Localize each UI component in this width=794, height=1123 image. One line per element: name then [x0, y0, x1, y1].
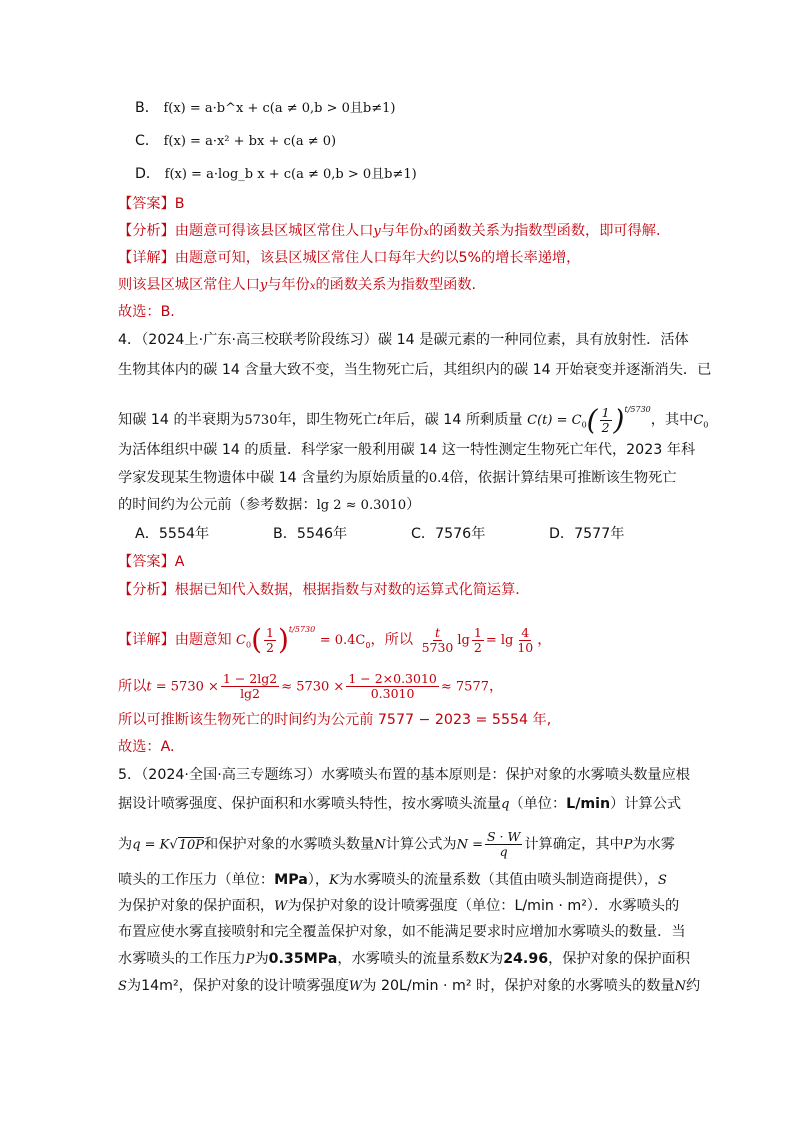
option-d: D． f(x) = a·log_b x + c(a ≠ 0,b > 0且b≠1) [135, 166, 417, 182]
option-b-formula: f(x) = a·b^x + c(a ≠ 0,b > 0且b≠1) [163, 101, 396, 116]
q3-detail-1: 【详解】由题意可知，该县区城区常住人口每年大约以5%的增长率递增， [118, 250, 581, 266]
option-d-formula: f(x) = a·log_b x + c(a ≠ 0,b > 0且b≠1) [164, 167, 417, 182]
q4-para-4: 为活体组织中碳 14 的质量．科学家一般利用碳 14 这一特性测定生物死亡年代，2023 年科 [118, 442, 696, 458]
q4-option-d: D．7577年 [549, 526, 625, 542]
carbon-mass-formula: $C(t) = C_0$( $\frac{1}{2}$ )$^{t/5730}$ [527, 403, 651, 437]
q4-option-b: B．5546年 [273, 526, 348, 542]
q4-para-3: 知碳 14 的半衰期为5730年，即生物死亡t年后，碳 14 所剩质量 $C(t) = C_0$( $\frac{1}{2}$ )$^{t/5730}$，其中$C_0$ [118, 403, 709, 437]
q5-para-2: 据设计喷雾强度、保护面积和水雾喷头特性，按水雾喷头流量q（单位：L/min）计算公式 [118, 796, 682, 812]
q4-para-5: 学家发现某生物遗体中碳 14 含量约为原始质量的0.4倍，依据计算结果可推断该生物死亡 [118, 470, 677, 486]
q5-para-5: 为保护对象的保护面积，W为保护对象的设计喷雾强度（单位：L/min · m²）．水雾喷头的 [118, 898, 680, 914]
q3-analysis: 【分析】由题意可得该县区城区常住人口y与年份x的函数关系为指数型函数，即可得解. [118, 223, 661, 239]
q4-para-2: 生物其体内的碳 14 含量大致不变，当生物死亡后，其组织内的碳 14 开始衰变并逐渐消失．已 [118, 362, 712, 378]
q5-para-3: 为q = K√10P和保护对象的水雾喷头数量N计算公式为N = $\frac{S \cdot W}{q}$ 计算确定，其中P为水雾 [118, 829, 675, 859]
q4-option-c: C．7576年 [411, 526, 486, 542]
q5-para-7: 水雾喷头的工作压力P为0.35MPa，水雾喷头的流量系数K为24.96，保护对象的保护面积 [118, 951, 690, 967]
q3-detail-2: 则该县区城区常住人口y与年份x的函数关系为指数型函数. [118, 277, 477, 293]
q5-para-4: 喷头的工作压力（单位：MPa），K为水雾喷头的流量系数（其值由喷头制造商提供），S [118, 872, 667, 888]
q3-answer: 【答案】B [118, 196, 185, 212]
option-c-formula: f(x) = a·x² + bx + c(a ≠ 0) [163, 134, 337, 149]
q3-select: 故选：B. [118, 304, 175, 320]
option-c: C． f(x) = a·x² + bx + c(a ≠ 0) [135, 133, 337, 149]
q4-detail-2: 所以t = 5730 × $\frac{1 - 2\lg 2}{\lg 2}$ ≈ 5730 × $\frac{1 - 2\times 0.3010}{0.3010}$ ≈ 7577， [118, 671, 504, 701]
q4-select: 故选：A. [118, 739, 175, 755]
q5-para-8: S为14m²，保护对象的设计喷雾强度W为 20L/min · m² 时，保护对象的水雾喷头的数量N约 [118, 978, 701, 994]
q4-analysis: 【分析】根据已知代入数据，根据指数与对数的运算式化简运算. [118, 582, 520, 598]
q4-options [135, 524, 624, 544]
q4-para-6: 的时间约为公元前（参考数据：lg 2 ≈ 0.3010） [118, 497, 421, 513]
q4-detail-3: 所以可推断该生物死亡的时间约为公元前 7577 − 2023 = 5554 年, [118, 712, 552, 728]
q4-detail-1: 【详解】由题意知 $C_0$( $\frac{1}{2}$ )$^{t/5730} = 0.4C_0$，所以 $\frac{t}{5730}$ lg $\frac{1}{2}$ = lg $\frac{4}{10}$ ， [118, 623, 552, 656]
q5-para-6: 布置应使水雾直接喷射和完全覆盖保护对象，如不能满足要求时应增加水雾喷头的数量．当 [118, 924, 686, 940]
option-b: B． f(x) = a·b^x + c(a ≠ 0,b > 0且b≠1) [135, 100, 396, 116]
q4-answer: 【答案】A [118, 554, 185, 570]
q5-para-1: 5．（2024·全国·高三专题练习）水雾喷头布置的基本原则是：保护对象的水雾喷头数量应根 [118, 767, 690, 783]
q4-option-a: A．5554年 [135, 526, 210, 542]
q4-para-1: 4．（2024上·广东·高三校联考阶段练习）碳 14 是碳元素的一种同位素，具有放射性．活体 [118, 332, 689, 348]
